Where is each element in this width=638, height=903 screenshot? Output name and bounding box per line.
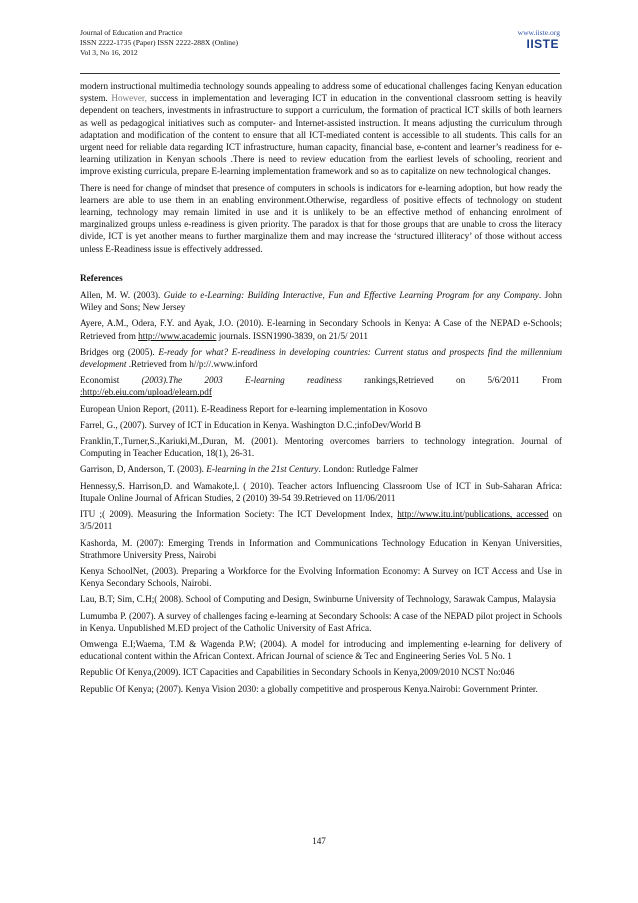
reference-link[interactable]: http://www.academic [138,330,217,341]
journal-volume: Vol 3, No 16, 2012 [80,48,138,57]
reference-item: Republic Of Kenya; (2007). Kenya Vision 2030: a globally competitive and prosperous Kenya.Nairobi: Government Printer. [80,683,538,694]
reference-item: Allen, M. W. (2003). Guide to e-Learning: Building Interactive, Fun and Effective Learning Program for any Company. John Wiley and Sons; New Jersey [80,290,562,313]
reference-item: Omwenga E.I;Waema, T.M & Wagenda P.W; (2004). A model for introducing and implementing e-learning for delivery of educational content within the African Context. African Journal of science & Tec and Engineering Series Vol. 5 No. 1 [80,638,562,662]
reference-item: Kenya SchoolNet, (2003). Preparing a Workforce for the Evolving Information Economy: A Survey on ICT Access and Use in Kenya Secondary Schools, Nairobi. [80,565,562,589]
journal-url-link[interactable]: www.iiste.org [517,28,560,37]
page-header [80,28,560,72]
reference-item: Franklin,T.,Turner,S.,Kariuki,M.,Duran, M. (2001). Mentoring overcomes barriers to technology integration. Journal of Computing in Teacher Education, 18(1), 26-31. [80,436,562,459]
reference-link[interactable]: :http://eb.eiu.com/upload/elearn.pdf [80,387,212,398]
reference-item: European Union Report, (2011). E-Readiness Report for e-learning implementation in Kosovo [80,403,428,414]
reference-item: Republic Of Kenya,(2009). ICT Capacities and Capabilities in Secondary Schools in Kenya,2009/2010 NCST No:046 [80,667,515,678]
journal-title: Journal of Education and Practice [80,28,183,37]
header-divider [80,73,560,74]
reference-item [80,374,562,398]
journal-issn: ISSN 2222-1735 (Paper) ISSN 2222-288X (Online) [80,38,238,47]
article-content [80,80,562,699]
body-paragraph-2: There is need for change of mindset that presence of computers in schools is indicators for e-learning adoption, but how ready the learners are able to use them in an enabling environment.Otherwise, regardless of positive effects of technology on student learning, technology may remain limited in use and it is unlikely to be an effective method of enhancing enrolment of marginalized groups unless e-readiness is given priority. The paradox is that for those groups that are unable to cross the literacy divide, ICT is yet another means to further marginalize them and may increase the ‘structured illiteracy’ of those without access unless E-Readiness issue is effectively addressed. [80,182,562,254]
however-word: However, [111,93,147,104]
reference-item: Lau, B.T; Sim, C.H;( 2008). School of Computing and Design, Swinburne University of Technology, Sarawak Campus, Malaysia [80,594,556,605]
page-number: 147 [312,836,326,846]
journal-info [80,28,560,58]
reference-link[interactable]: http://www.itu.int/publications, accessed [397,509,549,520]
body-paragraph-1: modern instructional multimedia technology sounds appealing to address some of educational challenges facing Kenyan education system. However, success in implementation and leveraging ICT in education in the conventional classroom setting is heavily dependent on teachers, investments in infrastructure to support a curriculum, the formation of practical ICT skills of both learners as well as pedagogical initiatives such as computer- and Internet-assisted instruction. It means adjusting the curriculum through adaptation and modification of the content to ensure that all ICT-mediated content is accessible to all students. This calls for an urgent need for reliable data regarding ICT infrastructure, human capacity, financial base, e-content and learner’s readiness for e-learning utilization in Kenyan schools .There is need to review education from the earliest levels of schooling, reorient and improve existing curricula, prepare E-learning implementation framework and so as to capitalize on new technological changes. [80,81,562,177]
reference-item: Hennessy,S. Harrison,D. and Wamakote,l. ( 2010). Teacher actors Influencing Classroom Use of ICT in Sub-Saharan Africa: Itupale Online Journal of African Studies, 2 (2010) 39-54 39.Retrieved on 11/06/2011 [80,480,562,503]
references-heading: References [80,272,123,283]
reference-item: ITU ;( 2009). Measuring the Information Society: The ICT Development Index, http://www.itu.int/publications, accessed on 3/5/2011 [80,509,562,532]
reference-item: Kashorda, M. (2007): Emerging Trends in Information and Communications Technology Education in Kenyan Universities, Strathmore University Press, Nairobi [80,537,562,560]
iiste-logo: IISTE [526,37,559,51]
reference-item: Lumumba P. (2007). A survey of challenges facing e-learning at Secondary Schools: A case of the NEPAD pilot project in Schools in Kenya. Unpublished M.ED project of the Catholic University of East Africa. [80,610,562,633]
economist-line: Economist (2003).The 2003 E-learning readiness rankings,Retrieved on 5/6/2011 From [80,375,562,386]
reference-item: Garrison, D, Anderson, T. (2003). E-learning in the 21st Century. London: Rutledge Falmer [80,464,419,475]
reference-item: Ayere, A.M., Odera, F.Y. and Ayak, J.O. (2010). E-learning in Secondary Schools in Kenya: A Case of the NEPAD e-Schools; Retrieved from http://www.academic journals. ISSN1990-3839, on 21/5/ 2011 [80,318,562,341]
reference-item: Farrel, G., (2007). Survey of ICT in Education in Kenya. Washington D.C.;infoDev/World B [80,419,421,430]
reference-item: Bridges org (2005). E-ready for what? E-readiness in developing countries: Current status and prospects find the millennium development .Retrieved from h//p://.www.inford [80,346,562,370]
